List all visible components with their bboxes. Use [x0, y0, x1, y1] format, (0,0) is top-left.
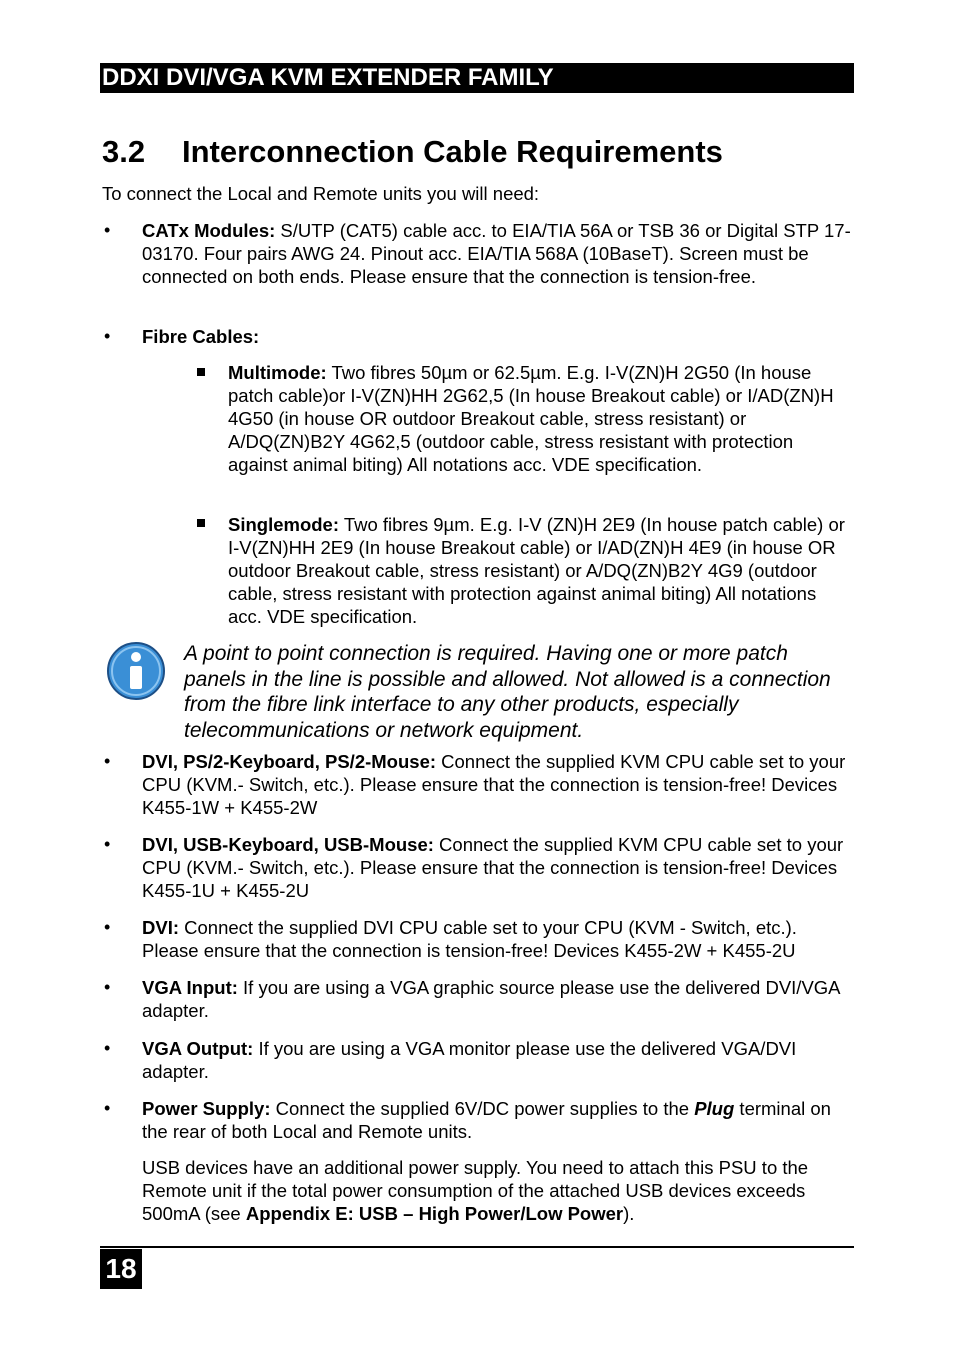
- usb-power-end: ).: [623, 1203, 635, 1224]
- vga-output-label: VGA Output:: [142, 1038, 254, 1059]
- ps2-text: Connect the supplied KVM CPU cable set to your CPU (KVM.- Switch, etc.). Please ensure that the connection is tension-free! Devices K455-1W + K455-2W: [142, 751, 846, 818]
- multimode-text: Two fibres 50µm or 62.5µm. E.g. I-V(ZN)H 2G50 (In house patch cable)or I-V(ZN)HH 2G62,5 (In house Breakout cable) or I/AD(ZN)H 4G50 (in house OR outdoor Breakout cable, stress resistant) or A/DQ(ZN)B2Y 4G62,5 (outdoor cable, stress resistant with protection against animal biting) All notations acc. VDE specification.: [228, 362, 834, 475]
- bullet-marker: •: [104, 834, 111, 854]
- catx-label: CATx Modules:: [142, 220, 276, 241]
- usb-text: Connect the supplied KVM CPU cable set to your CPU (KVM.- Switch, etc.). Please ensure that the connection is tension-free! Devices K455-1U + K455-2U: [142, 834, 844, 901]
- dvi-item: [142, 916, 854, 962]
- usb-item: [142, 833, 854, 902]
- power-item: [142, 1097, 854, 1143]
- vga-output-text: If you are using a VGA monitor please use the delivered VGA/DVI adapter.: [142, 1038, 797, 1082]
- multimode-item: [228, 361, 854, 476]
- bullet-marker: •: [104, 220, 111, 240]
- bullet-marker: •: [104, 1098, 111, 1118]
- fibre-item: [142, 325, 854, 348]
- bullet-marker: •: [104, 751, 111, 771]
- usb-power-text: USB devices have an additional power supply. You need to attach this PSU to the Remote unit if the total power consumption of the attached USB devices exceeds 500mA (see: [142, 1157, 809, 1224]
- ps2-item: [142, 750, 854, 819]
- bullet-marker: •: [104, 1038, 111, 1058]
- section-number: 3.2: [102, 134, 146, 169]
- power-text-a: Connect the supplied 6V/DC power supplies to the: [270, 1098, 695, 1119]
- usb-power-paragraph: [142, 1156, 854, 1225]
- multimode-label: Multimode:: [228, 362, 327, 383]
- singlemode-item: [228, 513, 854, 628]
- running-header: DDXI DVI/VGA KVM EXTENDER FAMILY: [100, 63, 854, 93]
- vga-input-item: [142, 976, 854, 1022]
- dvi-text: Connect the supplied DVI CPU cable set to your CPU (KVM - Switch, etc.). Please ensure that the connection is tension-free! Devices K455-2W + K455-2U: [142, 917, 797, 961]
- bullet-marker: •: [104, 977, 111, 997]
- power-label: Power Supply:: [142, 1098, 271, 1119]
- singlemode-label: Singlemode:: [228, 514, 340, 535]
- vga-input-text: If you are using a VGA graphic source please use the delivered DVI/VGA adapter.: [142, 977, 840, 1021]
- section-heading: [102, 132, 723, 172]
- ps2-label: DVI, PS/2-Keyboard, PS/2-Mouse:: [142, 751, 437, 772]
- intro-text: To connect the Local and Remote units you will need:: [102, 183, 540, 204]
- fibre-label: Fibre Cables:: [142, 326, 260, 347]
- usb-label: DVI, USB-Keyboard, USB-Mouse:: [142, 834, 434, 855]
- vga-input-label: VGA Input:: [142, 977, 238, 998]
- dvi-label: DVI:: [142, 917, 179, 938]
- catx-item: [142, 219, 854, 288]
- plug-term: Plug: [694, 1098, 735, 1119]
- info-icon: [106, 641, 166, 701]
- appendix-reference: Appendix E: USB – High Power/Low Power: [245, 1203, 624, 1224]
- vga-output-item: [142, 1037, 854, 1083]
- footer-rule: [100, 1246, 854, 1248]
- catx-text: S/UTP (CAT5) cable acc. to EIA/TIA 56A or TSB 36 or Digital STP 17-03170. Four pairs AWG 24. Pinout acc. EIA/TIA 568A (10BaseT). Screen must be connected on both ends. Please ensure that the connection is tension-free.: [142, 220, 851, 287]
- page-number: 18: [100, 1249, 142, 1289]
- power-text-b: terminal on the rear of both Local and Remote units.: [142, 1098, 831, 1142]
- note-text: A point to point connection is required. Having one or more patch panels in the line is possible and allowed. Not allowed is a connection from the fibre link interface to any other products, especially telecommunications or network equipment.: [184, 642, 831, 742]
- section-title: Interconnection Cable Requirements: [182, 134, 723, 169]
- bullet-marker: •: [104, 917, 111, 937]
- square-bullet: [197, 368, 205, 376]
- bullet-marker: •: [104, 326, 111, 346]
- singlemode-text: Two fibres 9µm. E.g. I-V (ZN)H 2E9 (In house patch cable) or I-V(ZN)HH 2E9 (In house Breakout cable) or I/AD(ZN)H 4E9 (in house OR outdoor Breakout cable, stress resistant) or A/DQ(ZN)B2Y 4G9 (outdoor cable, stress resistant with protection against animal biting) All notations acc. VDE specification.: [228, 514, 845, 627]
- square-bullet: [197, 519, 205, 527]
